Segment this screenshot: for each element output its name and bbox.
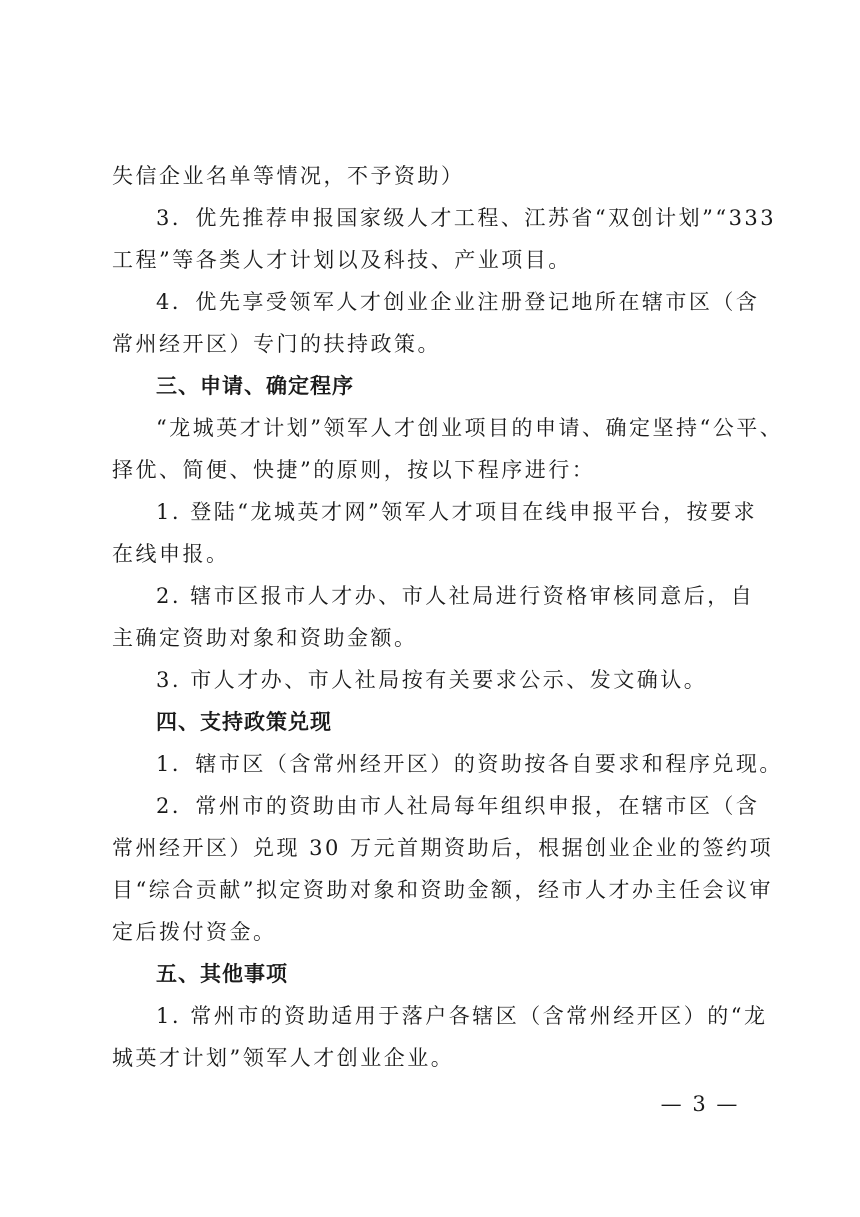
paragraph-line: 城英才计划”领军人才创业企业。 bbox=[112, 1046, 455, 1070]
paragraph-line: 4．优先享受领军人才创业企业注册登记地所在辖市区（含 bbox=[156, 290, 760, 314]
page-number: — 3 — bbox=[660, 1092, 740, 1116]
paragraph-line: “龙城英才计划”领军人才创业项目的申请、确定坚持“公平、 bbox=[156, 416, 784, 440]
paragraph-line: 择优、简便、快捷”的原则，按以下程序进行： bbox=[112, 458, 596, 482]
paragraph-line: 失信企业名单等情况，不予资助） bbox=[112, 164, 465, 188]
section-heading: 五、其他事项 bbox=[156, 962, 288, 986]
paragraph-line: 1. 常州市的资助适用于落户各辖区（含常州经开区）的“龙 bbox=[156, 1004, 768, 1028]
section-heading: 三、申请、确定程序 bbox=[156, 374, 354, 398]
document-body bbox=[112, 155, 784, 1079]
paragraph-line: 目“综合贡献”拟定资助对象和资助金额，经市人才办主任会议审 bbox=[112, 878, 773, 902]
paragraph-line: 3. 市人才办、市人社局按有关要求公示、发文确认。 bbox=[156, 668, 708, 692]
paragraph-line: 主确定资助对象和资助金额。 bbox=[112, 626, 418, 650]
paragraph-line: 3．优先推荐申报国家级人才工程、江苏省“双创计划”“333 bbox=[156, 206, 777, 230]
paragraph-line: 1. 登陆“龙城英才网”领军人才项目在线申报平台，按要求 bbox=[156, 500, 758, 524]
paragraph-line: 常州经开区）专门的扶持政策。 bbox=[112, 332, 441, 356]
paragraph-line: 2．常州市的资助由市人社局每年组织申报，在辖市区（含 bbox=[156, 794, 760, 818]
paragraph-line: 工程”等各类人才计划以及科技、产业项目。 bbox=[112, 248, 572, 272]
paragraph-line: 在线申报。 bbox=[112, 542, 230, 566]
section-heading: 四、支持政策兑现 bbox=[156, 710, 332, 734]
paragraph-line: 常州经开区）兑现 30 万元首期资助后，根据创业企业的签约项 bbox=[112, 836, 774, 860]
paragraph-line: 1．辖市区（含常州经开区）的资助按各自要求和程序兑现。 bbox=[156, 752, 783, 776]
paragraph-line: 定后拨付资金。 bbox=[112, 920, 277, 944]
paragraph-line: 2. 辖市区报市人才办、市人社局进行资格审核同意后，自 bbox=[156, 584, 755, 608]
